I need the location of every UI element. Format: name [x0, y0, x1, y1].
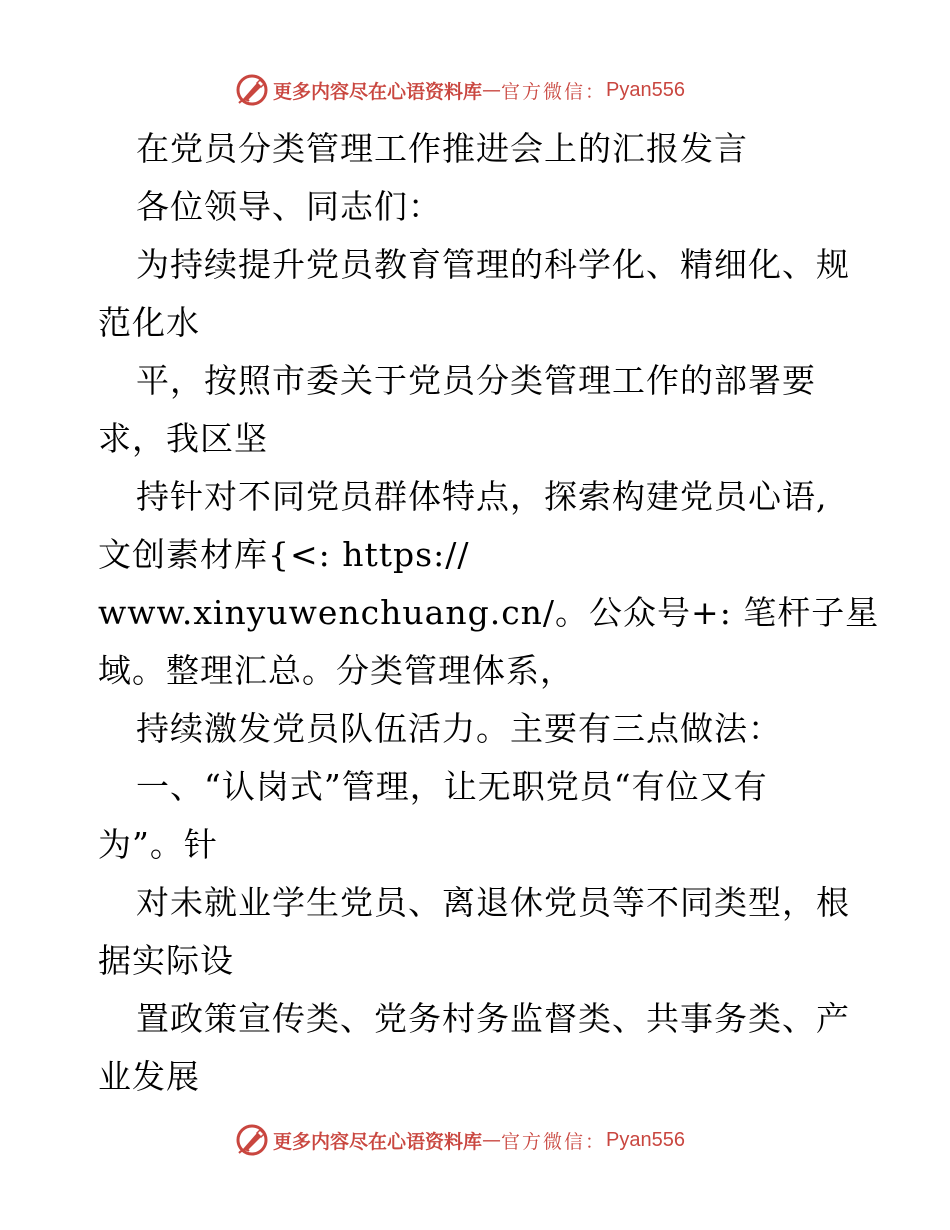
- paragraph-line: 求，我区坚: [98, 419, 268, 458]
- section-heading-line: 一、“认岗式”管理，让无职党员“有位又有: [136, 767, 768, 806]
- footer-watermark-banner: [235, 1122, 685, 1158]
- paragraph-line: 业发展: [98, 1057, 200, 1096]
- paragraph-line: 平，按照市委关于党员分类管理工作的部署要: [136, 361, 816, 400]
- paragraph-line: 文创素材库{<: https://: [98, 535, 470, 574]
- paragraph-line: 据实际设: [98, 941, 234, 980]
- paragraph-line: 为持续提升党员教育管理的科学化、精细化、规: [136, 245, 850, 284]
- paragraph-line: 置政策宣传类、党务村务监督类、共事务类、产: [136, 999, 850, 1038]
- paragraph-line: 范化水: [98, 303, 200, 342]
- paragraph-line: 为”。针: [98, 825, 218, 864]
- banner-official-label: 官方微信：: [501, 1130, 607, 1153]
- pen-logo-icon: [235, 73, 269, 107]
- paragraph-line: 域。整理汇总。分类管理体系，: [98, 651, 574, 690]
- header-watermark-banner: [235, 72, 685, 108]
- banner-dash: —: [482, 79, 502, 101]
- document-title: 在党员分类管理工作推进会上的汇报发言: [136, 129, 748, 168]
- banner-wechat-id: Pyan556: [606, 78, 685, 101]
- pen-logo-icon: [235, 1123, 269, 1157]
- paragraph-line: 持续激发党员队伍活力。主要有三点做法：: [136, 709, 782, 748]
- paragraph-line: 对未就业学生党员、离退休党员等不同类型，根: [136, 883, 850, 922]
- banner-brand-text: 更多内容尽在心语资料库: [273, 1130, 483, 1153]
- banner-brand-text: 更多内容尽在心语资料库: [273, 80, 483, 103]
- paragraph-line: 持针对不同党员群体特点，探索构建党员心语,: [136, 477, 828, 516]
- banner-official-label: 官方微信：: [501, 80, 607, 103]
- banner-wechat-id: Pyan556: [606, 1128, 685, 1151]
- salutation-line: 各位领导、同志们：: [136, 187, 442, 226]
- paragraph-line: www.xinyuwenchuang.cn/。公众号+: 笔杆子星: [98, 593, 880, 632]
- banner-dash: —: [482, 1129, 502, 1151]
